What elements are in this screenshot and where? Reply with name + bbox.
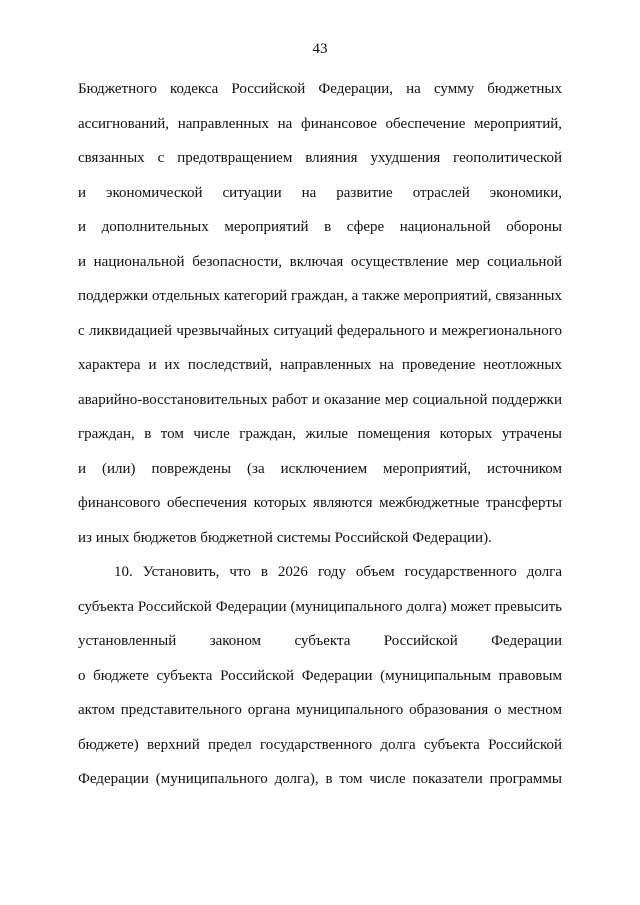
text-line: и национальной безопасности, включая осуществление мер социальной xyxy=(78,253,562,270)
text-line: ассигнований, направленных на финансовое обеспечение мероприятий, xyxy=(78,115,562,132)
text-line: 10. Установить, что в 2026 году объем государственного долга xyxy=(114,564,562,580)
text-line: и дополнительных мероприятий в сфере национальной обороны xyxy=(78,219,562,235)
text-line: и (или) повреждены (за исключением мероприятий, источником xyxy=(78,460,562,477)
text-line: бюджете) верхний предел государственного долга субъекта Российской xyxy=(78,736,562,753)
text-line: Бюджетного кодекса Российской Федерации, на сумму бюджетных xyxy=(78,81,562,97)
paragraph-2 xyxy=(78,555,562,797)
text-line: субъекта Российской Федерации (муниципального долга) может превысить xyxy=(78,598,562,615)
text-line: аварийно-восстановительных работ и оказание мер социальной поддержки xyxy=(78,391,562,408)
text-line: актом представительного органа муниципального образования о местном xyxy=(78,702,562,718)
text-line: и экономической ситуации на развитие отраслей экономики, xyxy=(78,184,562,201)
text-line: финансового обеспечения которых являются межбюджетные трансферты xyxy=(78,495,562,511)
text-line: из иных бюджетов бюджетной системы Российской Федерации). xyxy=(78,529,492,546)
paragraph-1 xyxy=(78,72,562,555)
text-line: с ликвидацией чрезвычайных ситуаций федерального и межрегионального xyxy=(78,322,562,339)
text-line: граждан, в том числе граждан, жилые помещения которых утрачены xyxy=(78,426,562,442)
page-number: 43 xyxy=(312,41,328,57)
text-line: о бюджете субъекта Российской Федерации (муниципальным правовым xyxy=(78,667,562,684)
text-line: характера и их последствий, направленных на проведение неотложных xyxy=(78,357,562,373)
text-line: Федерации (муниципального долга), в том числе показатели программы xyxy=(78,771,562,787)
text-line: связанных с предотвращением влияния ухудшения геополитической xyxy=(78,150,562,166)
document-body xyxy=(78,72,562,797)
text-line: поддержки отдельных категорий граждан, а также мероприятий, связанных xyxy=(78,288,562,304)
text-line: установленный законом субъекта Российской Федерации xyxy=(78,633,562,649)
